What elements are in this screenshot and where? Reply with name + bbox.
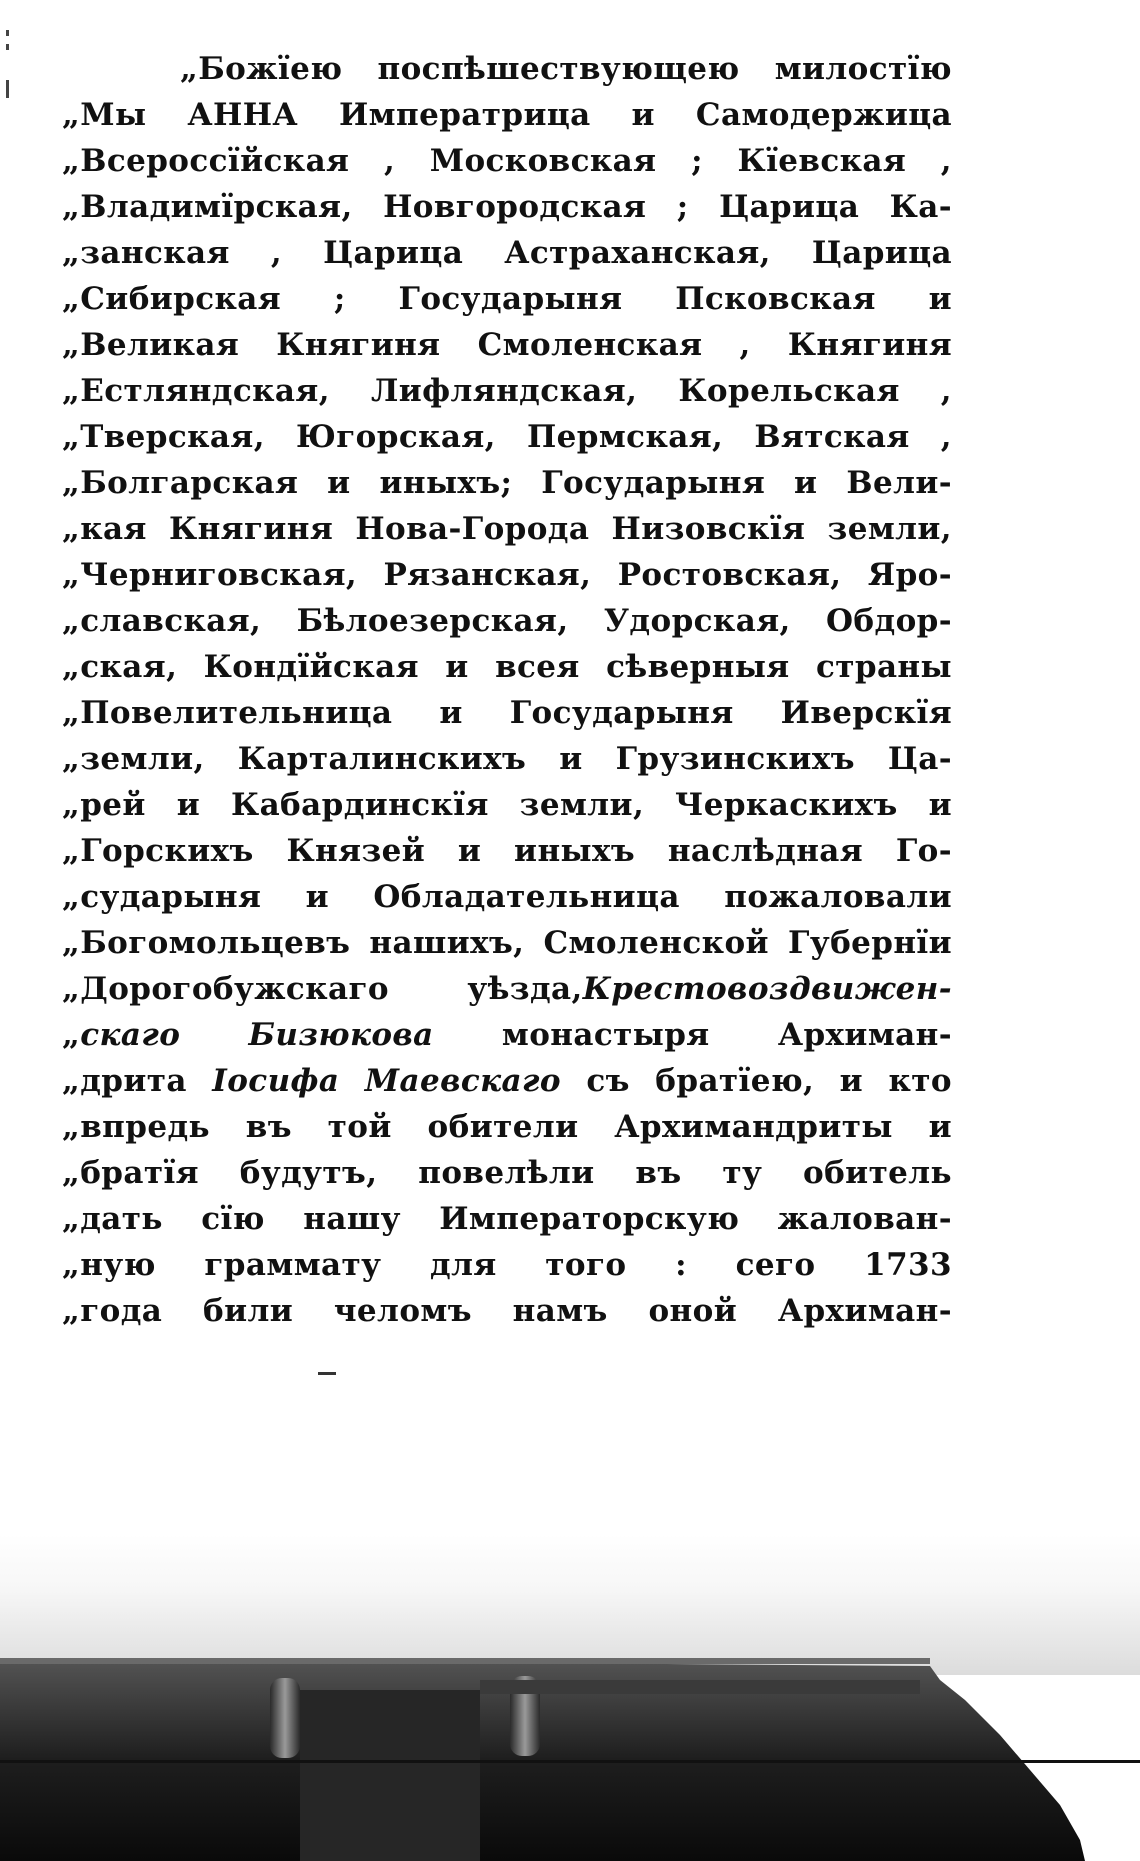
text-line <box>62 1058 952 1104</box>
margin-mark <box>6 30 9 36</box>
text-line: „Естляндская, Лифляндская, Корельская , <box>62 373 952 409</box>
text-line: „рей и Кабардинскїя земли, Черкаскихъ и <box>62 787 952 823</box>
text-line: „кая Княгиня Нова-Города Низовскїя земли, <box>62 511 952 547</box>
text-line: „занская , Царица Астраханская, Царица <box>62 235 952 271</box>
text-line: „Тверская, Югорская, Пермская, Вятская , <box>62 419 952 455</box>
text-line: „Мы АННА Императрица и Самодержица <box>62 97 952 133</box>
text-line: „Горскихъ Князей и иныхъ наслѣдная Го- <box>62 833 952 869</box>
italic-segment: скаго Бизюкова <box>80 1017 434 1053</box>
text-line: „Всероссїйская , Московская ; Кїевская , <box>62 143 952 179</box>
margin-marks <box>2 30 12 100</box>
text-line: „ская, Кондїйская и всея сѣверныя страны <box>62 649 952 685</box>
text-line: „славская, Бѣлоезерская, Удорская, Обдор- <box>62 603 952 639</box>
text-line: „года били челомъ намъ оной Архиман- <box>62 1293 952 1329</box>
margin-mark <box>6 44 9 50</box>
italic-segment: Iосифа Маевскаго <box>186 1063 561 1099</box>
stray-mark <box>318 1372 336 1375</box>
text-segment: „дрита <box>62 1063 187 1099</box>
text-line: „Божїею поспѣшествующею милостїю <box>180 51 952 87</box>
text-line: „Черниговская, Рязанская, Ростовская, Яро- <box>62 557 952 593</box>
text-line: „Сибирская ; Государыня Псковская и <box>62 281 952 317</box>
italic-segment: Крестовоздвижен- <box>582 971 952 1007</box>
text-line: „братїя будутъ, повелѣли въ ту обитель <box>62 1155 952 1191</box>
text-line: „Повелительница и Государыня Иверскїя <box>62 695 952 731</box>
text-segment: „ <box>62 1017 81 1053</box>
text-line: „Владимїрская, Новгородская ; Царица Ка- <box>62 189 952 225</box>
text-line: „ную граммату для того : сего 1733 <box>62 1247 952 1283</box>
text-line: „дать сїю нашу Императорскую жалован- <box>62 1201 952 1237</box>
text-line: „Болгарская и иныхъ; Государыня и Вели- <box>62 465 952 501</box>
text-line: „Великая Княгиня Смоленская , Княгиня <box>62 327 952 363</box>
text-segment: „Дорогобужскаго уѣзда, <box>62 971 583 1007</box>
text-line: „сударыня и Обладательница пожаловали <box>62 879 952 915</box>
text-line: „впредь въ той обители Архимандриты и <box>62 1109 952 1145</box>
scanner-edge <box>0 1640 1140 1861</box>
text-segment: съ братїею, и кто <box>560 1063 952 1099</box>
text-segment: монастыря Архиман- <box>433 1017 952 1053</box>
text-line <box>62 1012 952 1058</box>
text-line: „Богомольцевъ нашихъ, Смоленской Губернїи <box>62 925 952 961</box>
text-line <box>62 966 952 1012</box>
text-line: „земли, Карталинскихъ и Грузинскихъ Ца- <box>62 741 952 777</box>
margin-mark <box>6 80 9 98</box>
page-text <box>62 46 952 1334</box>
